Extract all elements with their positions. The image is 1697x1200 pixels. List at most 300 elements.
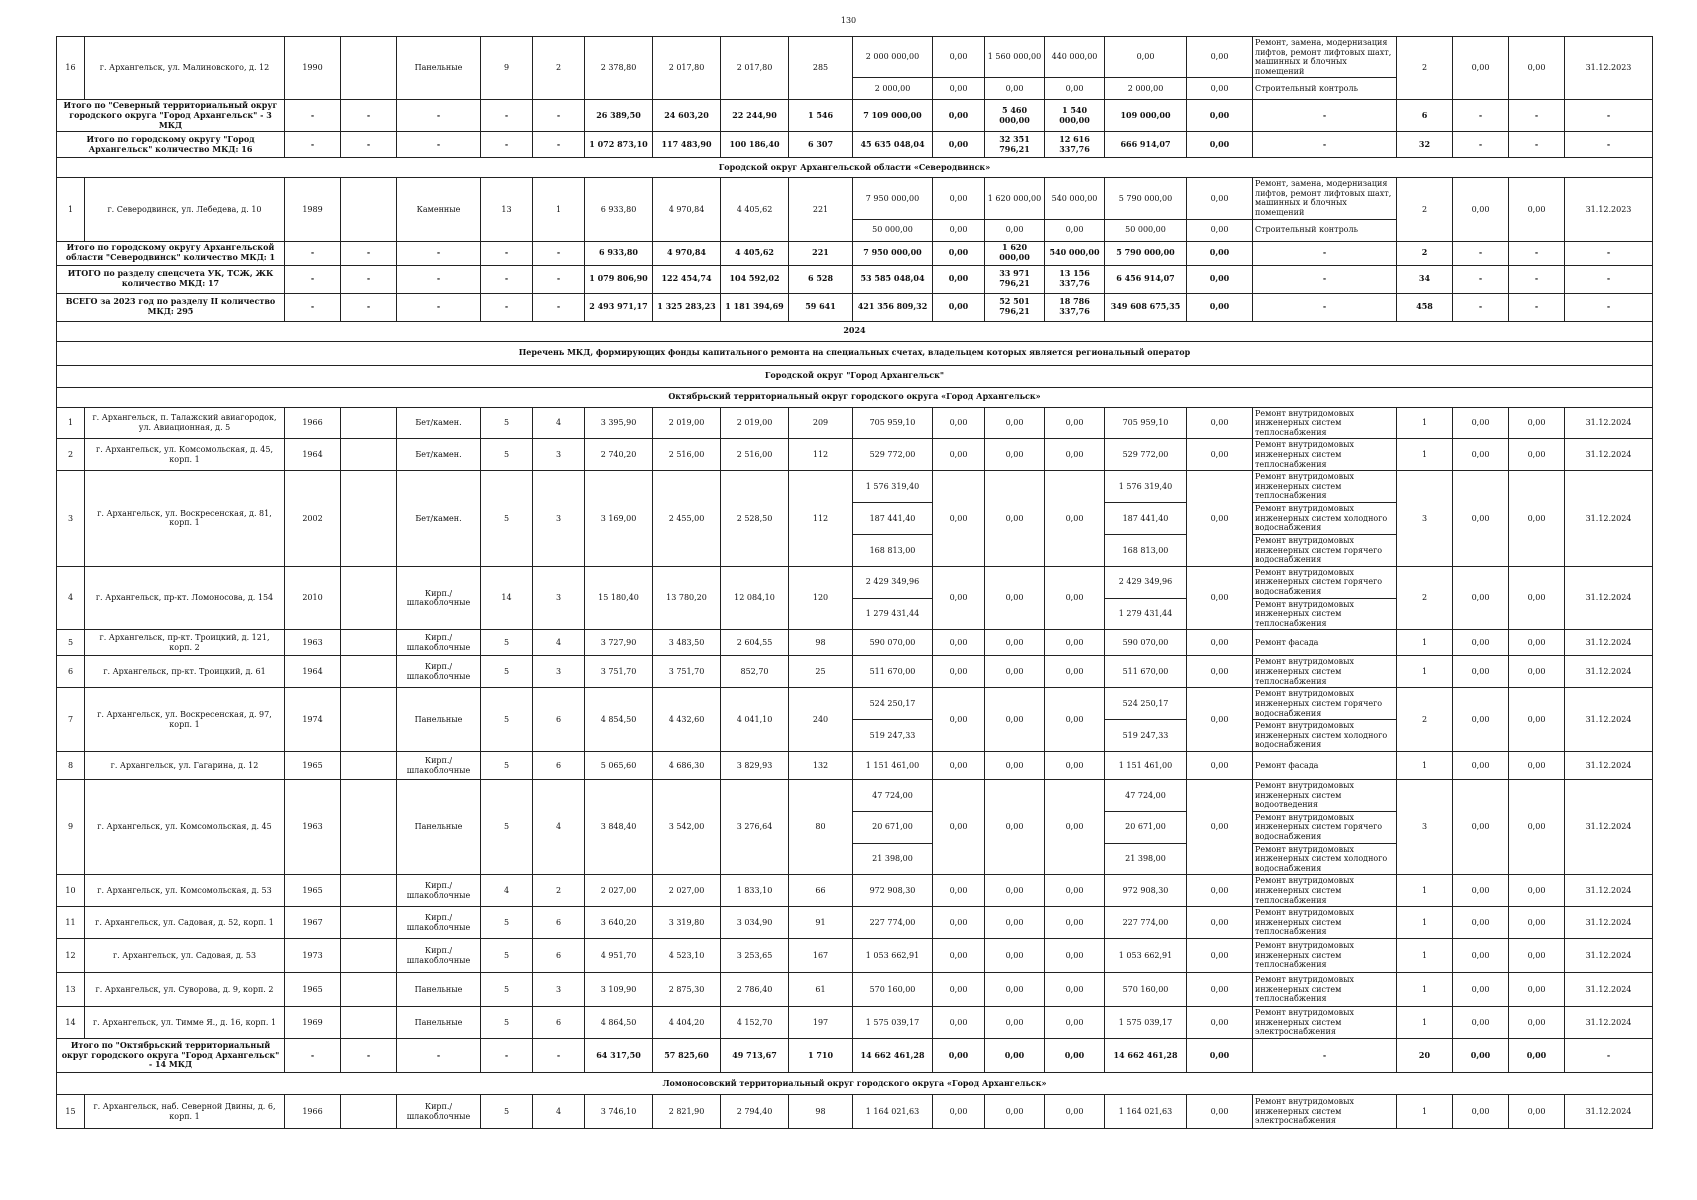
table-cell: 31.12.2024	[1565, 407, 1653, 439]
table-cell: 187 441,40	[1105, 503, 1187, 535]
table-cell: 112	[789, 471, 853, 567]
table-cell: 32	[1397, 132, 1453, 158]
table-cell: Панельные	[397, 780, 481, 875]
table-cell: Бет/камен.	[397, 407, 481, 439]
table-cell: 0,00	[1187, 1007, 1253, 1039]
table-cell: 0,00	[1045, 875, 1105, 907]
table-cell: 2 516,00	[653, 439, 721, 471]
table-cell: -	[285, 293, 341, 321]
table-cell: 0,00	[985, 407, 1045, 439]
table-cell: 91	[789, 907, 853, 939]
table-cell	[341, 939, 397, 973]
table-cell: 0,00	[1509, 566, 1565, 630]
table-cell: 529 772,00	[1105, 439, 1187, 471]
table-cell: 0,00	[1509, 439, 1565, 471]
table-cell: 3	[1397, 471, 1453, 567]
table-cell: 0,00	[933, 471, 985, 567]
table-cell: -	[481, 100, 533, 132]
table-cell: 0,00	[985, 688, 1045, 752]
table-cell: Ремонт внутридомовых инженерных систем теплоснабжения	[1253, 939, 1397, 973]
table-cell: Ремонт внутридомовых инженерных систем теплоснабжения	[1253, 407, 1397, 439]
table-cell: 3 276,64	[721, 780, 789, 875]
table-cell: 511 670,00	[853, 656, 933, 688]
table-cell: 12 616 337,76	[1045, 132, 1105, 158]
table-cell: 1	[1397, 630, 1453, 656]
table-cell: 1965	[285, 973, 341, 1007]
table-cell: 6 933,80	[585, 241, 653, 265]
table-cell: 8	[57, 752, 85, 780]
table-cell: 61	[789, 973, 853, 1007]
table-cell: 4	[481, 875, 533, 907]
table-cell: 3 751,70	[653, 656, 721, 688]
table-cell: 4 854,50	[585, 688, 653, 752]
table-cell: 1 151 461,00	[853, 752, 933, 780]
table-cell: 511 670,00	[1105, 656, 1187, 688]
table-cell: 20 671,00	[1105, 811, 1187, 843]
table-cell: 4 404,20	[653, 1007, 721, 1039]
table-cell: 519 247,33	[853, 720, 933, 752]
table-cell: Ремонт внутридомовых инженерных систем горячего водоснабжения	[1253, 535, 1397, 567]
table-cell: 0,00	[1187, 241, 1253, 265]
table-cell: 1	[1397, 656, 1453, 688]
table-cell: 2	[1397, 566, 1453, 630]
total-row	[57, 132, 1653, 158]
table-cell: 2	[1397, 241, 1453, 265]
table-cell: 0,00	[985, 1039, 1045, 1073]
table-cell: -	[1565, 265, 1653, 293]
table-cell: 0,00	[1045, 1095, 1105, 1129]
table-cell: 0,00	[933, 407, 985, 439]
table-cell: -	[1253, 1039, 1397, 1073]
table-cell: -	[1565, 100, 1653, 132]
table-cell: 117 483,90	[653, 132, 721, 158]
table-cell: 3 483,50	[653, 630, 721, 656]
table-cell: 5	[481, 907, 533, 939]
table-cell: 0,00	[933, 1095, 985, 1129]
table-cell: Ремонт внутридомовых инженерных систем теплоснабжения	[1253, 907, 1397, 939]
table-cell: г. Архангельск, ул. Малиновского, д. 12	[85, 37, 285, 100]
table-cell: 0,00	[1045, 78, 1105, 100]
table-cell: 197	[789, 1007, 853, 1039]
table-cell: 3 848,40	[585, 780, 653, 875]
table-cell: 0,00	[933, 1007, 985, 1039]
table-cell: 1969	[285, 1007, 341, 1039]
table-cell: 0,00	[1453, 566, 1509, 630]
table-cell: 25	[789, 656, 853, 688]
table-cell: 209	[789, 407, 853, 439]
table-cell: г. Архангельск, пр-кт. Ломоносова, д. 154	[85, 566, 285, 630]
table-cell: 2 027,00	[585, 875, 653, 907]
table-cell: 0,00	[1045, 219, 1105, 241]
table-cell: 1	[1397, 939, 1453, 973]
table-cell: 0,00	[1187, 100, 1253, 132]
table-cell: 0,00	[1105, 37, 1187, 78]
table-cell: 6	[533, 752, 585, 780]
table-cell: 0,00	[933, 688, 985, 752]
table-row	[57, 656, 1653, 688]
table-cell: 0,00	[985, 219, 1045, 241]
table-row	[57, 178, 1653, 219]
table-cell: 0,00	[1187, 1095, 1253, 1129]
table-cell: -	[1253, 100, 1397, 132]
table-cell: 1963	[285, 780, 341, 875]
table-cell: 0,00	[1187, 688, 1253, 752]
table-cell: 5	[481, 1095, 533, 1129]
total-row	[57, 241, 1653, 265]
table-cell: 34	[1397, 265, 1453, 293]
table-cell: 1990	[285, 37, 341, 100]
table-cell: 2	[533, 37, 585, 100]
table-cell: 540 000,00	[1045, 178, 1105, 219]
table-cell: -	[481, 293, 533, 321]
table-cell: 31.12.2024	[1565, 1007, 1653, 1039]
table-cell: 1989	[285, 178, 341, 241]
table-cell: 4 041,10	[721, 688, 789, 752]
table-cell: 20	[1397, 1039, 1453, 1073]
table-cell: 33 971 796,21	[985, 265, 1045, 293]
table-cell: -	[285, 241, 341, 265]
table-cell: 3 319,80	[653, 907, 721, 939]
table-cell: 2 019,00	[653, 407, 721, 439]
table-cell: 53 585 048,04	[853, 265, 933, 293]
table-cell: 1964	[285, 439, 341, 471]
table-cell: 4	[533, 780, 585, 875]
table-cell: 0,00	[985, 907, 1045, 939]
table-cell: Панельные	[397, 1007, 481, 1039]
table-cell: г. Архангельск, ул. Комсомольская, д. 45	[85, 780, 285, 875]
table-cell: Городской округ "Город Архангельск"	[57, 365, 1653, 387]
table-cell: 1 710	[789, 1039, 853, 1073]
table-cell: Ремонт внутридомовых инженерных систем горячего водоснабжения	[1253, 811, 1397, 843]
table-cell: Строительный контроль	[1253, 78, 1397, 100]
table-cell: 1 620 000,00	[985, 178, 1045, 219]
table-cell: 0,00	[1187, 293, 1253, 321]
table-cell: 0,00	[1045, 439, 1105, 471]
table-cell: Ремонт внутридомовых инженерных систем электроснабжения	[1253, 1095, 1397, 1129]
table-cell	[341, 630, 397, 656]
table-cell: 31.12.2024	[1565, 973, 1653, 1007]
table-cell: 9	[57, 780, 85, 875]
table-cell: 13 780,20	[653, 566, 721, 630]
table-cell: 0,00	[933, 132, 985, 158]
table-cell: 5	[481, 439, 533, 471]
table-cell: 227 774,00	[853, 907, 933, 939]
table-cell: Кирп./ шлакоблочные	[397, 875, 481, 907]
table-cell: 0,00	[933, 875, 985, 907]
table-cell: 31.12.2024	[1565, 688, 1653, 752]
table-cell: 1 053 662,91	[1105, 939, 1187, 973]
table-cell: 3	[57, 471, 85, 567]
table-cell: Перечень МКД, формирующих фонды капитального ремонта на специальных счетах, владельцем которых является региональный оператор	[57, 341, 1653, 365]
table-cell: 0,00	[985, 1095, 1045, 1129]
table-cell: 4 523,10	[653, 939, 721, 973]
table-cell: Ремонт фасада	[1253, 752, 1397, 780]
table-cell: 31.12.2024	[1565, 566, 1653, 630]
table-row	[57, 566, 1653, 598]
table-cell: -	[481, 265, 533, 293]
table-cell: 2 740,20	[585, 439, 653, 471]
table-cell: 0,00	[1509, 752, 1565, 780]
table-cell: 0,00	[933, 566, 985, 630]
table-cell: -	[397, 132, 481, 158]
table-cell: Ремонт, замена, модернизация лифтов, ремонт лифтовых шахт, машинных и блочных помещений	[1253, 37, 1397, 78]
table-cell: 2 875,30	[653, 973, 721, 1007]
table-cell: 1 575 039,17	[1105, 1007, 1187, 1039]
table-cell: 6 933,80	[585, 178, 653, 241]
table-cell: 0,00	[1187, 78, 1253, 100]
table-row	[57, 407, 1653, 439]
table-cell: 0,00	[1453, 471, 1509, 567]
table-cell: 2	[1397, 178, 1453, 241]
table-cell: 0,00	[1187, 37, 1253, 78]
table-cell: 4 970,84	[653, 241, 721, 265]
table-cell: 6	[533, 1007, 585, 1039]
table-cell: 31.12.2024	[1565, 780, 1653, 875]
table-cell: 1	[1397, 1007, 1453, 1039]
table-cell: Каменные	[397, 178, 481, 241]
table-cell: 852,70	[721, 656, 789, 688]
table-cell: Ремонт внутридомовых инженерных систем теплоснабжения	[1253, 439, 1397, 471]
table-cell: 15	[57, 1095, 85, 1129]
table-cell: 66	[789, 875, 853, 907]
page-number: 130	[840, 16, 857, 25]
table-cell: 0,00	[1045, 780, 1105, 875]
table-cell: 519 247,33	[1105, 720, 1187, 752]
table-cell: 0,00	[933, 752, 985, 780]
table-cell: 421 356 809,32	[853, 293, 933, 321]
section-header-row	[57, 387, 1653, 407]
table-cell: 5	[481, 688, 533, 752]
table-cell: -	[341, 1039, 397, 1073]
table-cell: 4	[533, 630, 585, 656]
table-cell: Ремонт внутридомовых инженерных систем электроснабжения	[1253, 1007, 1397, 1039]
table-cell: ИТОГО по разделу спецсчета УК, ТСЖ, ЖК количество МКД: 17	[57, 265, 285, 293]
table-cell: 221	[789, 178, 853, 241]
table-cell	[341, 688, 397, 752]
table-cell: 972 908,30	[1105, 875, 1187, 907]
table-cell: 0,00	[1187, 780, 1253, 875]
table-cell: 2	[1397, 37, 1453, 100]
table-cell: 1966	[285, 1095, 341, 1129]
table-cell: 109 000,00	[1105, 100, 1187, 132]
table-cell: 0,00	[1453, 688, 1509, 752]
table-cell	[341, 780, 397, 875]
table-cell: 11	[57, 907, 85, 939]
table-row	[57, 780, 1653, 812]
table-cell: 1965	[285, 752, 341, 780]
table-cell: 6	[533, 939, 585, 973]
table-cell: 4 864,50	[585, 1007, 653, 1039]
table-cell: 26 389,50	[585, 100, 653, 132]
table-cell: 0,00	[1509, 875, 1565, 907]
table-cell: 0,00	[1045, 471, 1105, 567]
table-cell: г. Архангельск, ул. Садовая, д. 52, корп. 1	[85, 907, 285, 939]
table-cell: 15 180,40	[585, 566, 653, 630]
table-cell: 3 109,90	[585, 973, 653, 1007]
table-cell: 0,00	[1187, 630, 1253, 656]
table-cell: 2 786,40	[721, 973, 789, 1007]
table-cell: 3 169,00	[585, 471, 653, 567]
table-cell: 52 501 796,21	[985, 293, 1045, 321]
table-cell: 9	[481, 37, 533, 100]
table-cell: 0,00	[1187, 752, 1253, 780]
table-cell: 0,00	[985, 752, 1045, 780]
table-cell: 7 950 000,00	[853, 241, 933, 265]
table-cell: -	[1509, 265, 1565, 293]
table-cell: 0,00	[1509, 37, 1565, 100]
table-cell: -	[341, 241, 397, 265]
table-cell: 1 576 319,40	[853, 471, 933, 503]
table-cell: 57 825,60	[653, 1039, 721, 1073]
table-cell: г. Архангельск, ул. Воскресенская, д. 97, корп. 1	[85, 688, 285, 752]
table-cell: 2 604,55	[721, 630, 789, 656]
table-cell: 1 576 319,40	[1105, 471, 1187, 503]
table-cell	[341, 656, 397, 688]
table-cell: -	[397, 293, 481, 321]
table-cell: 4 970,84	[653, 178, 721, 241]
table-cell: 1 072 873,10	[585, 132, 653, 158]
table-cell: 24 603,20	[653, 100, 721, 132]
table-cell: 13 156 337,76	[1045, 265, 1105, 293]
table-cell: 0,00	[1187, 939, 1253, 973]
table-cell: 12	[57, 939, 85, 973]
table-cell: 6	[533, 907, 585, 939]
table-cell: 6 307	[789, 132, 853, 158]
table-cell: 3 395,90	[585, 407, 653, 439]
table-cell	[341, 178, 397, 241]
table-cell: 2 000,00	[853, 78, 933, 100]
table-cell: 31.12.2024	[1565, 439, 1653, 471]
table-cell: 0,00	[1453, 439, 1509, 471]
table-cell: -	[1509, 100, 1565, 132]
table-cell: -	[1453, 293, 1509, 321]
table-cell: 49 713,67	[721, 1039, 789, 1073]
table-cell: 2024	[57, 321, 1653, 341]
table-cell: -	[533, 293, 585, 321]
table-cell: 1	[1397, 1095, 1453, 1129]
table-cell: 227 774,00	[1105, 907, 1187, 939]
table-cell: -	[285, 132, 341, 158]
table-cell: 5	[481, 973, 533, 1007]
table-cell: 0,00	[985, 439, 1045, 471]
table-cell: 3	[533, 656, 585, 688]
table-cell: 5 065,60	[585, 752, 653, 780]
table-cell: 4 405,62	[721, 178, 789, 241]
table-cell: 0,00	[1453, 907, 1509, 939]
table-cell: -	[481, 241, 533, 265]
table-cell: 5	[481, 1007, 533, 1039]
table-cell: 14 662 461,28	[853, 1039, 933, 1073]
table-cell: 0,00	[1045, 939, 1105, 973]
table-cell: 0,00	[1509, 1007, 1565, 1039]
table-cell: 240	[789, 688, 853, 752]
table-cell: 0,00	[1187, 566, 1253, 630]
table-cell: Ремонт внутридомовых инженерных систем горячего водоснабжения	[1253, 688, 1397, 720]
table-cell: Ремонт внутридомовых инженерных систем холодного водоснабжения	[1253, 720, 1397, 752]
table-cell: 0,00	[933, 1039, 985, 1073]
table-cell: -	[481, 1039, 533, 1073]
table-cell: 3 542,00	[653, 780, 721, 875]
table-cell: Кирп./ шлакоблочные	[397, 907, 481, 939]
table-cell: 0,00	[1187, 407, 1253, 439]
table-cell: -	[533, 100, 585, 132]
table-cell: 0,00	[1453, 973, 1509, 1007]
table-cell: 1 181 394,69	[721, 293, 789, 321]
table-cell: 2 516,00	[721, 439, 789, 471]
table-cell: 2 019,00	[721, 407, 789, 439]
table-cell: г. Архангельск, ул. Комсомольская, д. 53	[85, 875, 285, 907]
table-cell: 0,00	[1045, 1039, 1105, 1073]
table-cell: 0,00	[985, 1007, 1045, 1039]
table-cell: 168 813,00	[1105, 535, 1187, 567]
table-cell: 3	[533, 973, 585, 1007]
table-cell: г. Северодвинск, ул. Лебедева, д. 10	[85, 178, 285, 241]
table-cell: Итого по "Северный территориальный округ городского округа "Город Архангельск" - 3 МКД	[57, 100, 285, 132]
table-cell: Итого по "Октябрьский территориальный округ городского округа "Город Архангельск" - 14 МКД	[57, 1039, 285, 1073]
table-cell: 2	[57, 439, 85, 471]
table-cell: 0,00	[985, 780, 1045, 875]
section-header-row	[57, 365, 1653, 387]
table-cell: 31.12.2024	[1565, 656, 1653, 688]
table-cell: 3 829,93	[721, 752, 789, 780]
table-cell: -	[341, 132, 397, 158]
table-cell: -	[1509, 241, 1565, 265]
table-cell: -	[1253, 293, 1397, 321]
table-cell: 13	[481, 178, 533, 241]
table-cell: -	[1453, 132, 1509, 158]
table-cell: 0,00	[1509, 656, 1565, 688]
table-cell: г. Архангельск, ул. Комсомольская, д. 45, корп. 1	[85, 439, 285, 471]
table-cell: 20 671,00	[853, 811, 933, 843]
table-cell: -	[397, 241, 481, 265]
table-cell: г. Архангельск, ул. Тимме Я., д. 16, корп. 1	[85, 1007, 285, 1039]
table-cell: 31.12.2023	[1565, 178, 1653, 241]
table-cell: 524 250,17	[1105, 688, 1187, 720]
table-row	[57, 1095, 1653, 1129]
table-cell: 3	[533, 566, 585, 630]
table-cell: 0,00	[1509, 1039, 1565, 1073]
table-cell: 2 378,80	[585, 37, 653, 100]
table-cell: 47 724,00	[853, 780, 933, 812]
table-cell: 0,00	[985, 78, 1045, 100]
table-cell: 0,00	[985, 656, 1045, 688]
table-cell: 47 724,00	[1105, 780, 1187, 812]
table-cell: Бет/камен.	[397, 439, 481, 471]
table-cell: 31.12.2024	[1565, 630, 1653, 656]
table-cell: 3 640,20	[585, 907, 653, 939]
table-cell: 45 635 048,04	[853, 132, 933, 158]
table-cell: -	[341, 293, 397, 321]
table-cell: 1	[1397, 973, 1453, 1007]
table-cell: 3 253,65	[721, 939, 789, 973]
total-row	[57, 293, 1653, 321]
table-cell: 5	[481, 780, 533, 875]
table-cell: 540 000,00	[1045, 241, 1105, 265]
table-cell: 1	[1397, 407, 1453, 439]
table-cell: 0,00	[1509, 780, 1565, 875]
table-cell: -	[397, 265, 481, 293]
table-cell	[341, 37, 397, 100]
table-cell: 1 164 021,63	[1105, 1095, 1187, 1129]
table-cell: Ремонт внутридомовых инженерных систем холодного водоснабжения	[1253, 843, 1397, 875]
table-cell: 0,00	[1045, 752, 1105, 780]
table-cell: 0,00	[933, 630, 985, 656]
table-cell: 21 398,00	[1105, 843, 1187, 875]
table-cell: 666 914,07	[1105, 132, 1187, 158]
table-cell: 18 786 337,76	[1045, 293, 1105, 321]
table-cell: 0,00	[1453, 407, 1509, 439]
table-cell: 1 620 000,00	[985, 241, 1045, 265]
